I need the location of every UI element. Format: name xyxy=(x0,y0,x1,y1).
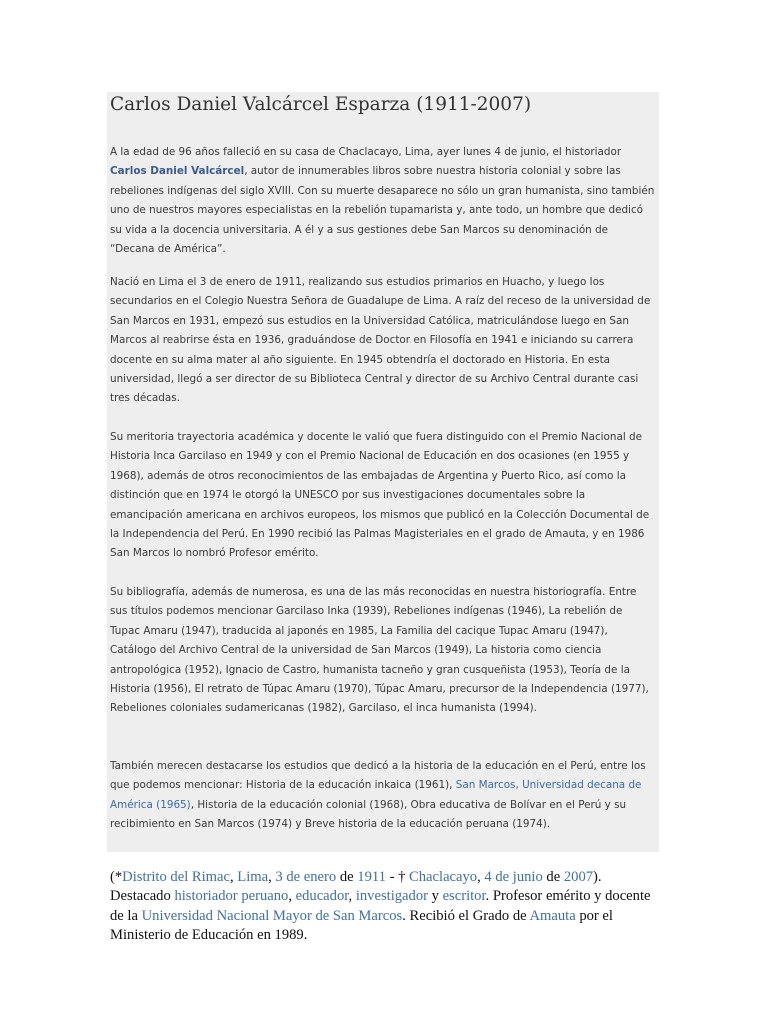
link-death-year[interactable]: 2007 xyxy=(563,869,594,885)
paragraph-text: A la edad de 96 años falleció en su casa de Chaclacayo, Lima, ayer lunes 4 de junio, el historiador xyxy=(110,146,622,158)
footer-text: , xyxy=(230,869,238,885)
paragraph-awards: Su meritoria trayectoria académica y docente le valió que fuera distinguido con el Premio Nacional de Historia Inca Garcilaso en 1949 y con el Premio Nacional de Educación en dos ocasiones (en 1955 y 1968), además de otros reconocimientos de las embajadas de Argentina y Puerto Rico, así como la distinción que en 1974 le otorgó la UNESCO por sus investigaciones documentales sobre la emancipación americana en archivos europeos, los mismos que publicó en la Colección Documental de la Independencia del Perú. En 1990 recibió las Palmas Magisteriales en el grado de Amauta, y en 1986 San Marcos lo nombró Profesor emérito. xyxy=(110,431,650,560)
link-investigador[interactable]: investigador xyxy=(355,888,428,905)
link-escritor[interactable]: escritor xyxy=(442,888,486,905)
link-death-date[interactable]: 4 de junio xyxy=(484,869,543,885)
footer-text: y xyxy=(427,888,443,905)
link-historiador-peruano[interactable]: historiador peruano xyxy=(174,888,289,905)
paragraph-obituary xyxy=(110,143,655,259)
person-name-link[interactable]: Carlos Daniel Valcárcel xyxy=(110,165,245,178)
paragraph-bibliography: Su bibliografía, además de numerosa, es una de las más reconocidas en nuestra historiografía. Entre sus títulos podemos mencionar Garcilaso Inka (1939), Rebeliones indígenas (1946), La rebelión de Tupac Amaru (1947), traducida al japonés en 1985, La Familia del cacique Tupac Amaru (1947), Catálogo del Archivo Central de la universidad de San Marcos (1949), La historia como ciencia antropológica (1952), Ignacio de Castro, humanista tacneño y gran cusqueñista (1953), Teoría de la Historia (1956), El retrato de Túpac Amaru (1970), Túpac Amaru, precursor de la Independencia (1977), Rebeliones coloniales sudamericanas (1982), Garcilaso, el inca humanista (1994). xyxy=(110,586,649,715)
footer-text: ). Destacado xyxy=(110,869,602,905)
link-chaclacayo[interactable]: Chaclacayo xyxy=(409,869,478,885)
footer-text: , xyxy=(477,869,485,885)
footer-text: , xyxy=(268,869,276,885)
link-amauta[interactable]: Amauta xyxy=(529,907,576,924)
footer-text: , xyxy=(348,888,356,905)
paragraph-text: , Historia de la educación colonial (1968), Obra educativa de Bolívar en el Perú y su recibimiento en San Marcos (1974) y Breve historia de la educación peruana (1974). xyxy=(110,798,627,831)
link-distrito-rimac[interactable]: Distrito del Rimac xyxy=(122,869,230,885)
footer-text: . Recibió el Grado de xyxy=(402,907,530,924)
footer-text: de xyxy=(336,869,358,885)
footer-text: (* xyxy=(110,869,123,885)
footer-text: , xyxy=(288,888,296,905)
link-lima[interactable]: Lima xyxy=(237,869,269,885)
link-unmsm[interactable]: Universidad Nacional Mayor de San Marcos xyxy=(141,907,403,924)
paragraph-biography: Nació en Lima el 3 de enero de 1911, realizando sus estudios primarios en Huacho, y luego los secundarios en el Colegio Nuestra Señora de Guadalupe de Lima. A raíz del receso de la universidad de San Marcos en 1931, empezó sus estudios en la Universidad Católica, matriculándose luego en San Marcos al reabrirse ésta en 1936, graduándose de Doctor en Filosofía en 1941 e iniciando su carrera docente en su alma mater al año siguiente. En 1945 obtendría el doctorado en Historia. En esta universidad, llegó a ser director de su Biblioteca Central y director de su Archivo Central durante casi tres décadas. xyxy=(110,276,651,405)
link-birth-date[interactable]: 3 de enero xyxy=(275,869,337,885)
footer-text: por el Ministerio de Educación en 1989. xyxy=(110,907,613,944)
footer-text: de xyxy=(542,869,564,885)
footer-text: . Profesor emérito y docente de la xyxy=(110,888,651,924)
link-educador[interactable]: educador xyxy=(295,888,349,905)
link-birth-year[interactable]: 1911 xyxy=(357,869,386,885)
san-marcos-book-link[interactable]: San Marcos, Universidad decana de América (1965) xyxy=(110,779,642,811)
paragraph-education-studies xyxy=(110,757,655,835)
footer-summary xyxy=(110,868,655,946)
paragraph-text: También merecen destacarse los estudios que dedicó a la historia de la educación en el Perú, entre los que podemos mencionar: Historia de la educación inkaica (1961), xyxy=(110,760,646,792)
footer-text: - † xyxy=(385,869,410,885)
article-title: Carlos Daniel Valcárcel Esparza (1911-2007) xyxy=(110,94,532,115)
paragraph-text: , autor de innumerables libros sobre nuestra historia colonial y sobre las rebeliones indígenas del siglo XVIII. Con su muerte desaparece no sólo un gran humanista, sino también uno de nuestros mayores especialistas en la rebelión tupamarista y, ante todo, un hombre que dedicó su vida a la docencia universitaria. A él y a sus gestiones debe San Marcos su denominación de “Decana de América”. xyxy=(110,165,655,256)
